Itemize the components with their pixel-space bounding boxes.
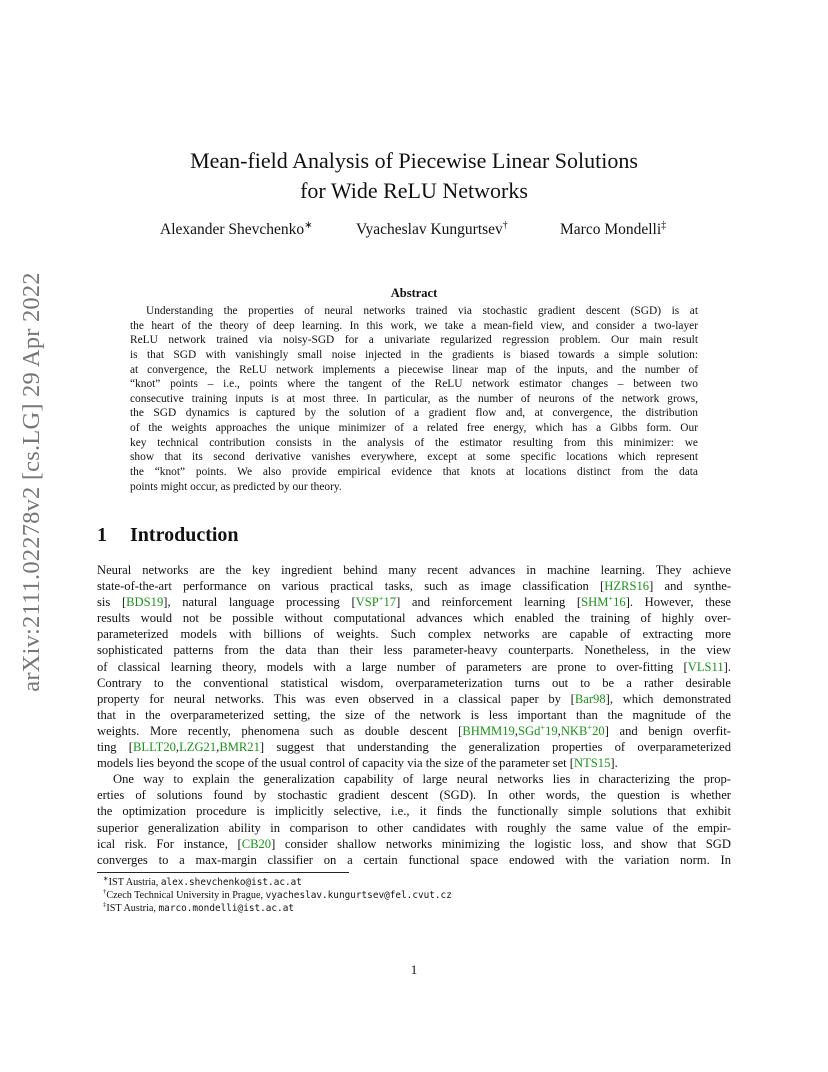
abstract-line: is that SGD with vanishingly small noise injected in the gradients is biased towards a simple solution: [130, 348, 698, 361]
abstract-body [130, 304, 698, 494]
citation-link[interactable]: CB20 [241, 836, 272, 851]
citation-link[interactable]: BHMM19 [462, 723, 515, 738]
citation-link[interactable]: Bar98 [574, 691, 606, 706]
author-3: Marco Mondelli‡ [560, 219, 667, 238]
footnote-rule [97, 872, 349, 873]
abstract-line: the SGD dynamics is captured by the solution of a gradient flow and, at convergence, the distribution [130, 407, 698, 420]
author-1: Alexander Shevchenko∗ [160, 219, 313, 238]
body-line: parameterized models with billions of weights. Such complex networks are capable of extracting more [97, 627, 731, 642]
arxiv-identifier: arXiv:2111.02278v2 [cs.LG] 29 Apr 2022 [18, 272, 45, 692]
abstract-line: the heart of the theory of deep learning. In this work, we take a mean-field view, and consider a two-layer [130, 319, 698, 332]
body-line: erties of solutions found by stochastic gradient descent (SGD). In other words, the question is whether [97, 788, 731, 803]
footnote-3: ‡IST Austria, marco.mondelli@ist.ac.at [103, 902, 294, 915]
body-line: ical risk. For instance, [CB20] consider shallow networks minimizing the logistic loss, and show that SGD [97, 836, 731, 851]
citation-link[interactable]: VSP+17 [355, 594, 397, 610]
citation-link[interactable]: VLS11 [687, 659, 724, 674]
citation-link[interactable]: BDS19 [126, 595, 164, 610]
body-line: Neural networks are the key ingredient behind many recent advances in machine learning. They achieve [97, 563, 731, 577]
citation-link[interactable]: SHM+16 [581, 594, 626, 610]
introduction-body [97, 562, 731, 868]
author-2: Vyacheslav Kungurtsev† [356, 219, 508, 238]
body-line: results would not be possible without computational advances which enabled the training of highly over- [97, 611, 731, 626]
author-list [0, 221, 828, 245]
abstract-line: show that its second derivative vanishes everywhere, except at some specific locations which represent [130, 451, 698, 464]
abstract-line: Understanding the properties of neural networks trained via stochastic gradient descent (SGD) is at [146, 305, 698, 317]
email-address[interactable]: marco.mondelli@ist.ac.at [158, 903, 294, 915]
abstract-line: key technical contribution consists in the analysis of the estimator resulting from this minimizer: we [130, 436, 698, 449]
citation-link[interactable]: SGd+19 [517, 722, 558, 738]
body-line: property for neural networks. This was even observed in a classical paper by [Bar98], which demonstrated [97, 691, 732, 706]
page-number: 1 [410, 962, 418, 977]
citation-link[interactable]: BMR21 [219, 740, 260, 755]
section-heading [97, 524, 239, 547]
section-number: 1 [97, 524, 107, 546]
citation-link[interactable]: NKB+20 [560, 722, 605, 738]
body-line: ting [BLLT20,LZG21,BMR21] suggest that understanding the generalization properties of overparameterized [97, 740, 732, 755]
citation-link[interactable]: HZRS16 [604, 579, 650, 594]
body-line: Contrary to the conventional statistical wisdom, overparameterization turns out to be a rather desirable [97, 675, 731, 690]
body-line: of classical learning theory, models with a large number of parameters are prone to over-fitting [VLS11]. [97, 659, 731, 674]
footnote-2: †Czech Technical University in Prague, vyacheslav.kungurtsev@fel.cvut.cz [103, 888, 452, 902]
body-line: sophisticated patterns from the data than their less parameter-heavy counterparts. Nonetheless, in the view [97, 643, 731, 658]
footnote-1: ∗IST Austria, alex.shevchenko@ist.ac.at [103, 875, 302, 888]
email-address[interactable]: alex.shevchenko@ist.ac.at [160, 877, 302, 888]
abstract-line: of the weights approaches the unique minimizer of a related free energy, which has a Gibbs form. Our [130, 422, 698, 435]
body-line: the optimization procedure is implicitly selective, i.e., it finds the functionally simple solutions that exhibit [97, 804, 731, 819]
footnotes [103, 876, 452, 916]
body-line: One way to explain the generalization capability of large neural networks lies in characterizing the prop- [113, 772, 731, 787]
abstract-line: consecutive training inputs is at most three. In particular, as the number of neurons of the network grows, [130, 392, 698, 405]
body-line: weights. More recently, phenomena such as double descent [BHMM19,SGd+19,NKB+20] and benign overfit- [97, 722, 731, 738]
section-title: Introduction [130, 524, 239, 546]
body-line: models lies beyond the scope of the usual control of capacity via the size of the parameter set [NTS15]. [97, 756, 618, 771]
body-line: superior generalization ability in comparison to other candidates with roughly the same value of the empir- [97, 820, 731, 835]
citation-link[interactable]: BLLT20 [133, 740, 176, 755]
body-line: state-of-the-art performance on various practical tasks, such as image classification [HZRS16] and synthe- [97, 579, 732, 594]
abstract-heading: Abstract [390, 286, 438, 300]
abstract-line: ReLU network trained via noisy-SGD for a univariate regularized regression problem. Our main result [130, 334, 698, 347]
abstract-line: at convergence, the ReLU network implements a piecewise linear map of the inputs, and the number of [130, 363, 698, 376]
paper-title-line-2: for Wide ReLU Networks [300, 178, 528, 203]
citation-link[interactable]: NTS15 [574, 756, 611, 771]
body-line: converges to a max-margin classifier on a certain functional space endowed with the variation norm. In [97, 852, 731, 867]
citation-link[interactable]: LZG21 [179, 740, 217, 755]
abstract-line: “knot” points – i.e., points where the tangent of the ReLU network estimator changes – between two [130, 378, 698, 391]
paper-title-line-1: Mean-field Analysis of Piecewise Linear Solutions [190, 148, 638, 173]
arxiv-sidebar [10, 272, 54, 692]
abstract-line: points might occur, as predicted by our theory. [130, 480, 342, 493]
abstract-line: the “knot” points. We also provide empirical evidence that knots at locations distinct from the data [130, 466, 698, 479]
email-address[interactable]: vyacheslav.kungurtsev@fel.cvut.cz [265, 890, 452, 902]
body-line: that in the overparameterized setting, the size of the network is less important than the magnitude of the [97, 707, 731, 722]
body-line: sis [BDS19], natural language processing [VSP+17] and reinforcement learning [SHM+16]. However, these [97, 594, 732, 610]
